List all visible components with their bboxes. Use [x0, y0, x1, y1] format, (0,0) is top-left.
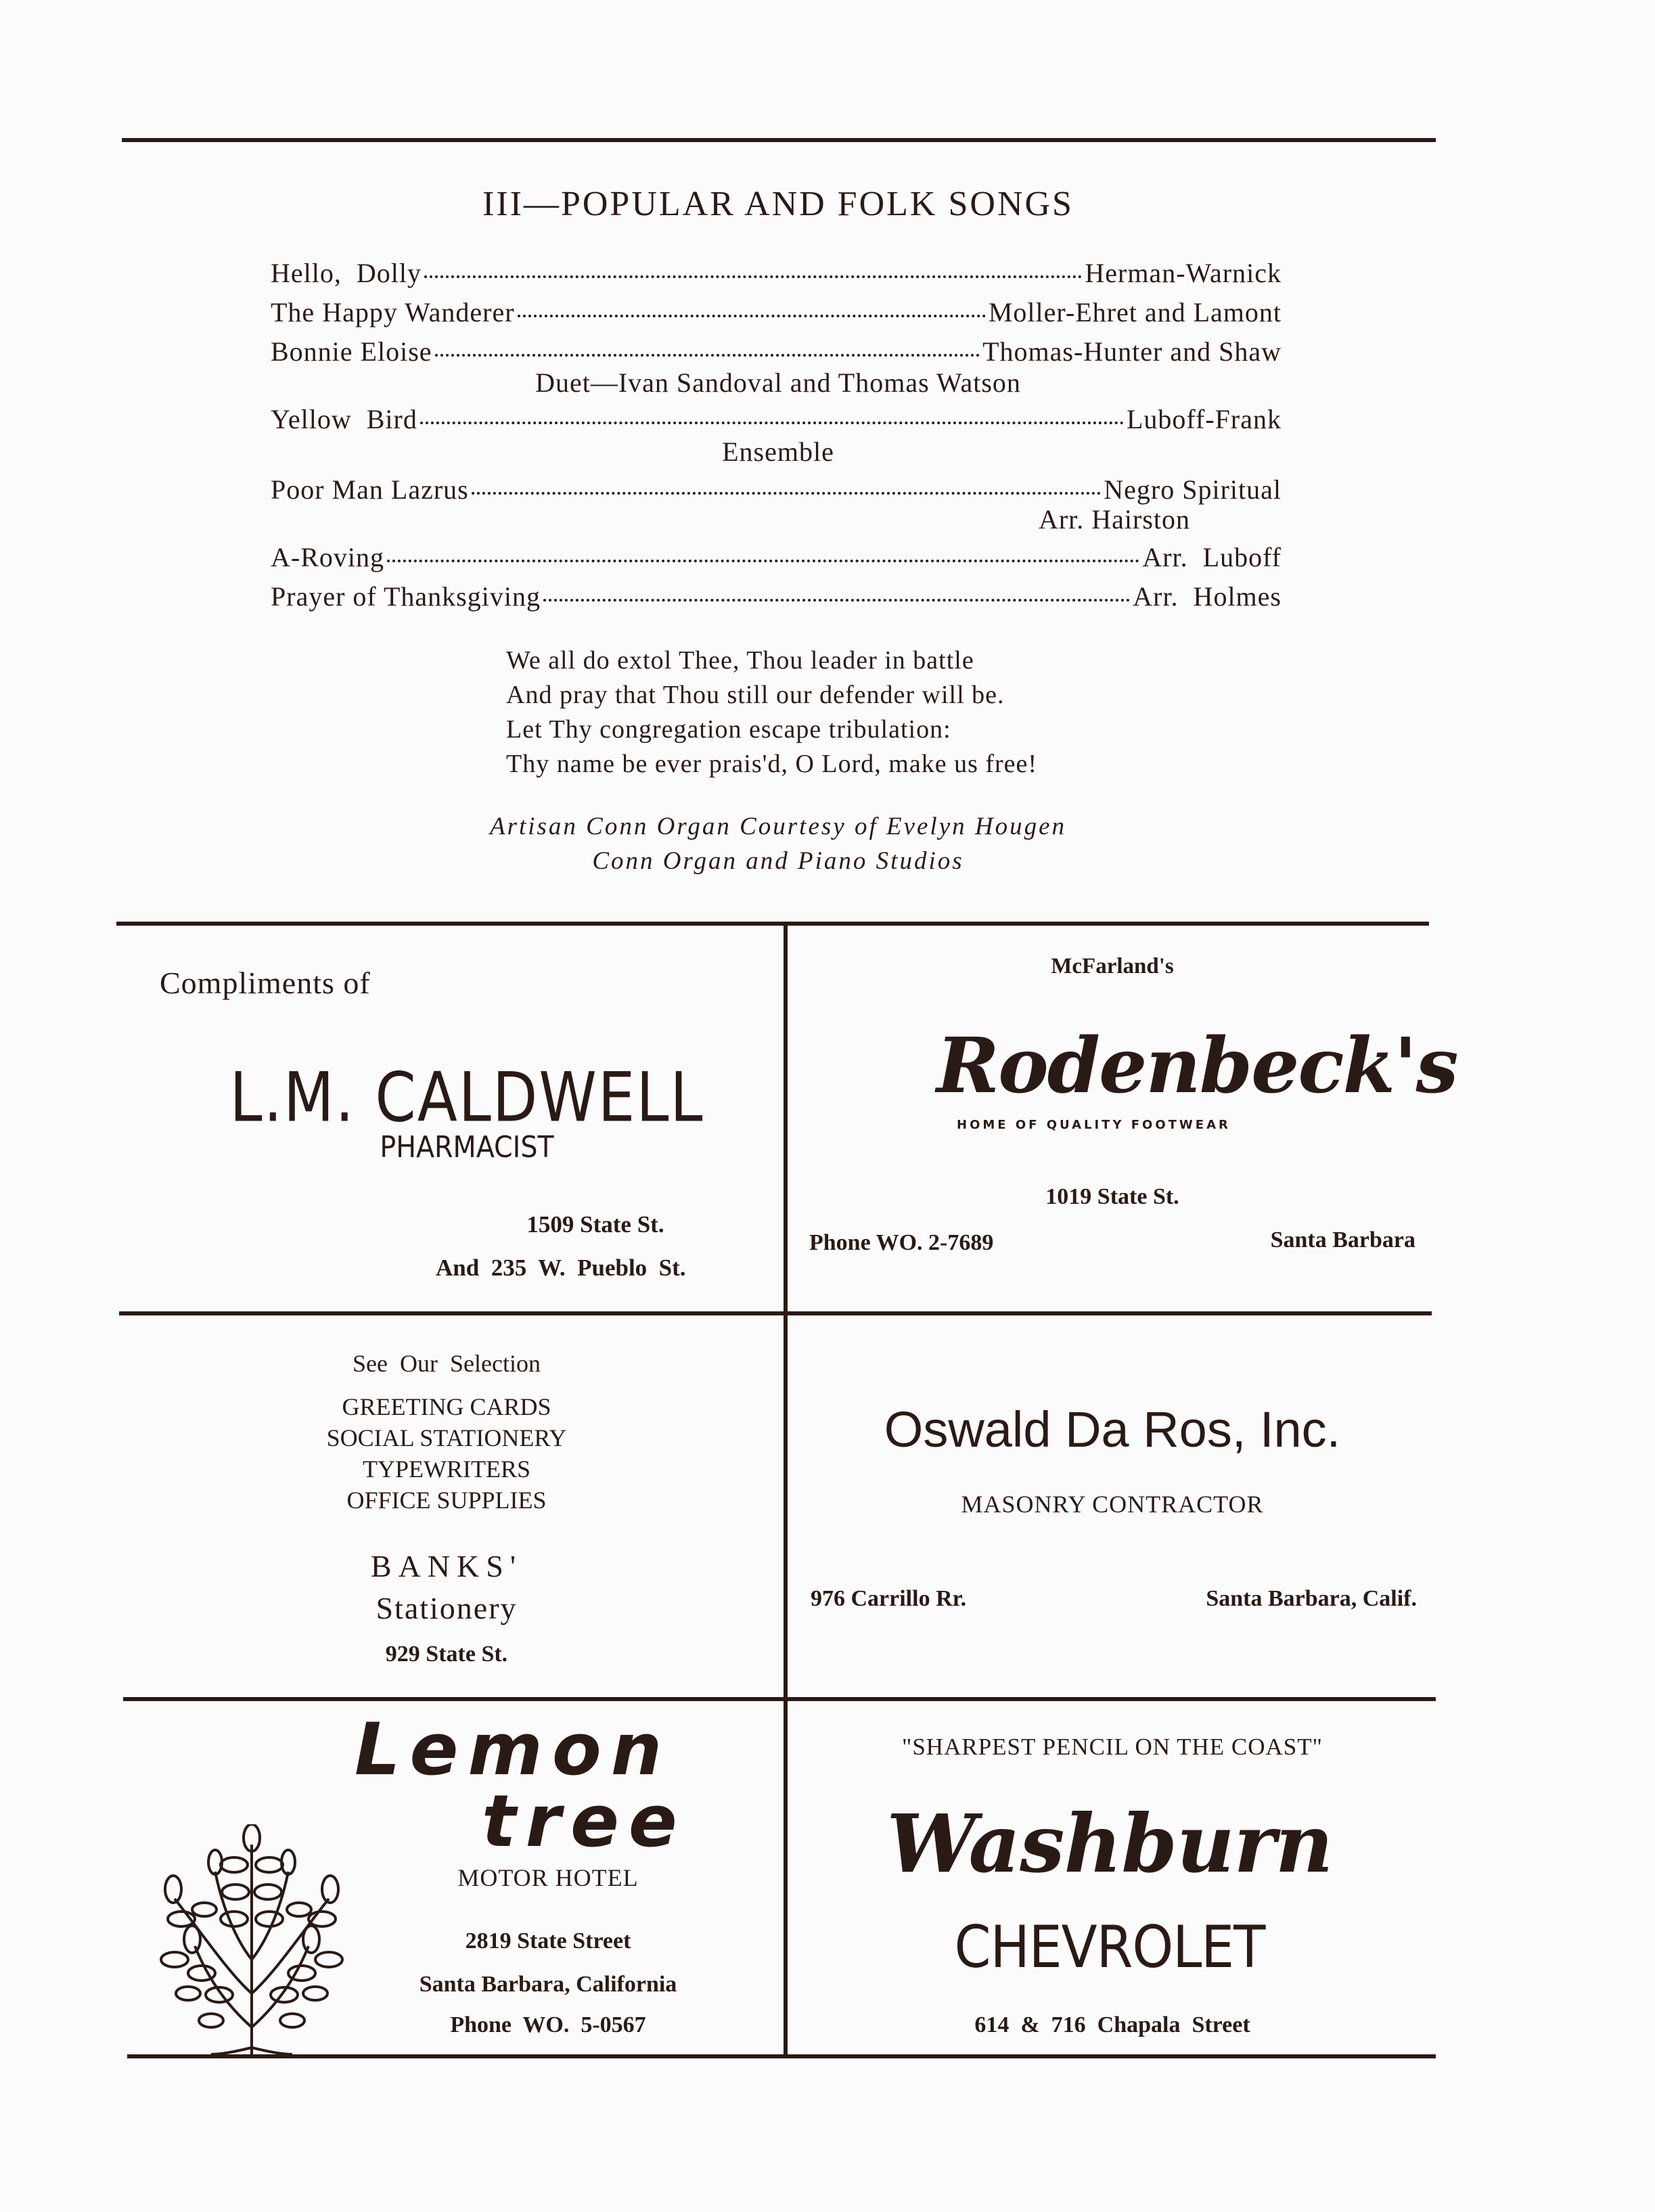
- lemon-name-line2: tree: [482, 1780, 687, 1863]
- oswald-address: 976 Carrillo Rr.: [811, 1586, 967, 1611]
- song-row: [271, 257, 1282, 295]
- caldwell-role: PHARMACIST: [380, 1130, 554, 1165]
- banks-subname: Stationery: [376, 1591, 518, 1625]
- lemon-name-line1: Lemon: [355, 1708, 672, 1791]
- dot-leader: [472, 492, 1102, 495]
- song-title: The Happy Wanderer: [271, 297, 515, 328]
- dot-leader: [543, 599, 1130, 602]
- song-title: Bonnie Eloise: [271, 336, 432, 367]
- banks-item: OFFICE SUPPLIES: [346, 1487, 547, 1514]
- song-row: [271, 296, 1282, 334]
- song-title: Hello, Dolly: [271, 258, 422, 288]
- banks-item: TYPEWRITERS: [363, 1455, 530, 1483]
- caldwell-address: 1509 State St.: [526, 1211, 664, 1238]
- rodenbecks-tagline: HOME OF QUALITY FOOTWEAR: [957, 1118, 1231, 1132]
- dot-leader: [435, 354, 980, 357]
- section-title: III—POPULAR AND FOLK SONGS: [482, 185, 1074, 223]
- oswald-role: MASONRY CONTRACTOR: [961, 1491, 1264, 1518]
- organ-credit: Artisan Conn Organ Courtesy of Evelyn Hougen: [489, 813, 1067, 840]
- song-row: [271, 541, 1282, 579]
- song-title: Poor Man Lazrus: [271, 474, 469, 505]
- organ-credit: Conn Organ and Piano Studios: [592, 847, 964, 875]
- lemon-type: MOTOR HOTEL: [457, 1864, 639, 1891]
- verse-line: We all do extol Thee, Thou leader in battle: [506, 646, 974, 675]
- song-composer: Herman-Warnick: [1085, 258, 1282, 288]
- song-row: [271, 581, 1282, 618]
- dot-leader: [387, 560, 1139, 562]
- rodenbecks-address: 1019 State St.: [1045, 1184, 1179, 1209]
- banks-intro: See Our Selection: [353, 1350, 541, 1377]
- rodenbecks-owner: McFarland's: [1051, 954, 1174, 978]
- song-composer: Negro Spiritual: [1104, 474, 1282, 505]
- verse-line: Let Thy congregation escape tribulation:: [506, 715, 951, 744]
- oswald-city: Santa Barbara, Calif.: [1206, 1586, 1417, 1611]
- banks-item: SOCIAL STATIONERY: [326, 1424, 567, 1451]
- song-composer: Arr. Luboff: [1142, 542, 1282, 572]
- verse-line: And pray that Thou still our defender will be.: [506, 681, 1005, 709]
- song-title: Prayer of Thanksgiving: [271, 581, 541, 612]
- dot-leader: [424, 275, 1082, 278]
- lemon-address: 2819 State Street: [465, 1928, 631, 1954]
- dot-leader: [420, 422, 1124, 424]
- caldwell-address: And 235 W. Pueblo St.: [436, 1255, 686, 1281]
- song-composer: Luboff-Frank: [1127, 404, 1282, 434]
- song-composer: Arr. Holmes: [1133, 581, 1282, 612]
- caldwell-intro: Compliments of: [160, 966, 371, 1000]
- lemon-tree-icon: [154, 1824, 349, 2056]
- verse-line: Thy name be ever prais'd, O Lord, make us free!: [506, 750, 1038, 778]
- washburn-slogan: "SHARPEST PENCIL ON THE COAST": [902, 1734, 1323, 1760]
- rodenbecks-logo-text: Rodenbeck's: [936, 1022, 1457, 1110]
- oswald-name: Oswald Da Ros, Inc.: [884, 1401, 1341, 1458]
- ad-grid-row-rule: [119, 1311, 1432, 1315]
- washburn-name: Washburn: [886, 1797, 1333, 1891]
- arranger-note: Arr. Hairston: [1038, 504, 1191, 535]
- ad-grid-row-rule: [123, 1697, 1436, 1701]
- lemon-city: Santa Barbara, California: [419, 1972, 677, 1997]
- banks-name: BANKS': [370, 1549, 523, 1583]
- banks-address: 929 State St.: [385, 1642, 508, 1667]
- rodenbecks-city: Santa Barbara: [1270, 1227, 1415, 1252]
- washburn-make: CHEVROLET: [954, 1914, 1265, 1981]
- top-rule: [122, 138, 1436, 142]
- song-composer: Moller-Ehret and Lamont: [988, 297, 1282, 328]
- rodenbecks-phone: Phone WO. 2-7689: [809, 1230, 994, 1255]
- caldwell-name: L.M. CALDWELL: [229, 1058, 704, 1137]
- ensemble-note: Ensemble: [722, 436, 834, 467]
- lemon-phone: Phone WO. 5-0567: [450, 2012, 646, 2037]
- dot-leader: [518, 315, 986, 317]
- song-title: A-Roving: [271, 542, 384, 572]
- song-composer: Thomas-Hunter and Shaw: [982, 336, 1282, 367]
- duet-note: Duet—Ivan Sandoval and Thomas Watson: [535, 367, 1021, 398]
- rodenbecks-logo: [936, 1022, 1457, 1134]
- banks-item: GREETING CARDS: [342, 1393, 551, 1420]
- song-title: Yellow Bird: [271, 404, 417, 434]
- washburn-address: 614 & 716 Chapala Street: [974, 2012, 1250, 2037]
- ad-grid-top-rule: [116, 922, 1429, 926]
